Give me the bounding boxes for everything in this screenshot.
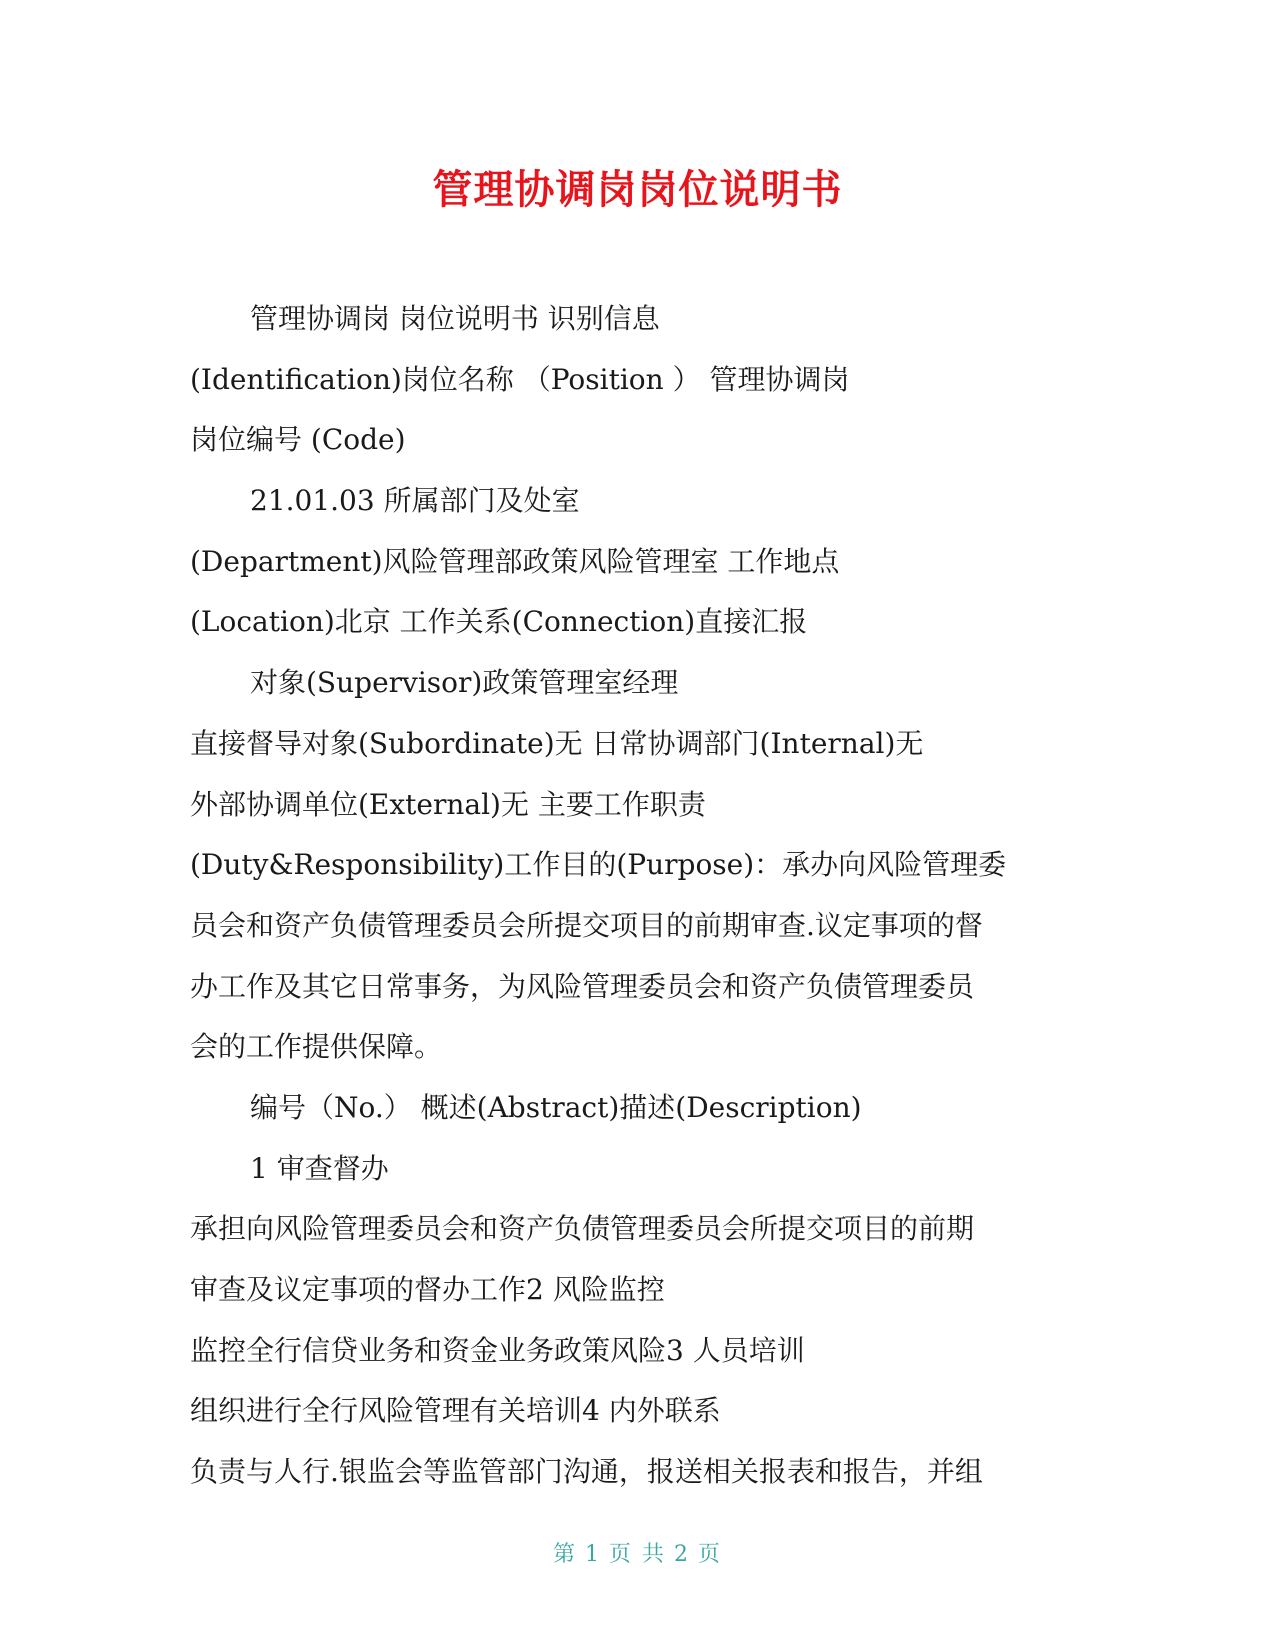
paragraph-line: 21.01.03 所属部门及处室: [250, 484, 580, 518]
paragraph-line: 外部协调单位(External)无 主要工作职责: [190, 787, 706, 821]
paragraph-line: 承担向风险管理委员会和资产负债管理委员会所提交项目的前期: [190, 1212, 975, 1246]
document-title: 管理协调岗岗位说明书: [432, 167, 843, 213]
paragraph-line: 会的工作提供保障。: [190, 1030, 443, 1064]
footer-middle: 页 共: [609, 1542, 666, 1567]
page-footer: [0, 1540, 1275, 1570]
paragraph-line: 负责与人行.银监会等监管部门沟通，报送相关报表和报告，并组: [190, 1455, 983, 1489]
paragraph-line: 组织进行全行风险管理有关培训4 内外联系: [190, 1394, 721, 1428]
paragraph-line: 办工作及其它日常事务，为风险管理委员会和资产负债管理委员: [190, 969, 975, 1003]
paragraph-line: 监控全行信贷业务和资金业务政策风险3 人员培训: [190, 1333, 805, 1367]
paragraph-line: (Location)北京 工作关系(Connection)直接汇报: [190, 605, 808, 639]
paragraph-line: 对象(Supervisor)政策管理室经理: [250, 666, 679, 700]
paragraph-line: (Identification)岗位名称 （Position ） 管理协调岗: [190, 362, 850, 396]
paragraph-line: 审查及议定事项的督办工作2 风险监控: [190, 1273, 665, 1306]
footer-suffix: 页: [698, 1542, 723, 1567]
footer-prefix: 第: [552, 1542, 577, 1567]
footer-total-pages: 2: [674, 1542, 690, 1567]
document-body: [190, 289, 1090, 1503]
paragraph-line: 编号（No.） 概述(Abstract)描述(Description): [250, 1090, 862, 1124]
paragraph-line: 管理协调岗 岗位说明书 识别信息: [250, 302, 660, 335]
paragraph-line: 员会和资产负债管理委员会所提交项目的前期审查.议定事项的督: [190, 908, 983, 942]
footer-current-page: 1: [585, 1542, 601, 1567]
paragraph-line: 1 审查督办: [250, 1151, 389, 1185]
paragraph-line: (Department)风险管理部政策风险管理室 工作地点: [190, 544, 840, 578]
paragraph-line: (Duty&Responsibility)工作目的(Purpose)：承办向风险管理委: [190, 848, 1007, 882]
paragraph-line: 岗位编号 (Code): [190, 423, 406, 457]
paragraph-line: 直接督导对象(Subordinate)无 日常协调部门(Internal)无: [190, 726, 924, 760]
